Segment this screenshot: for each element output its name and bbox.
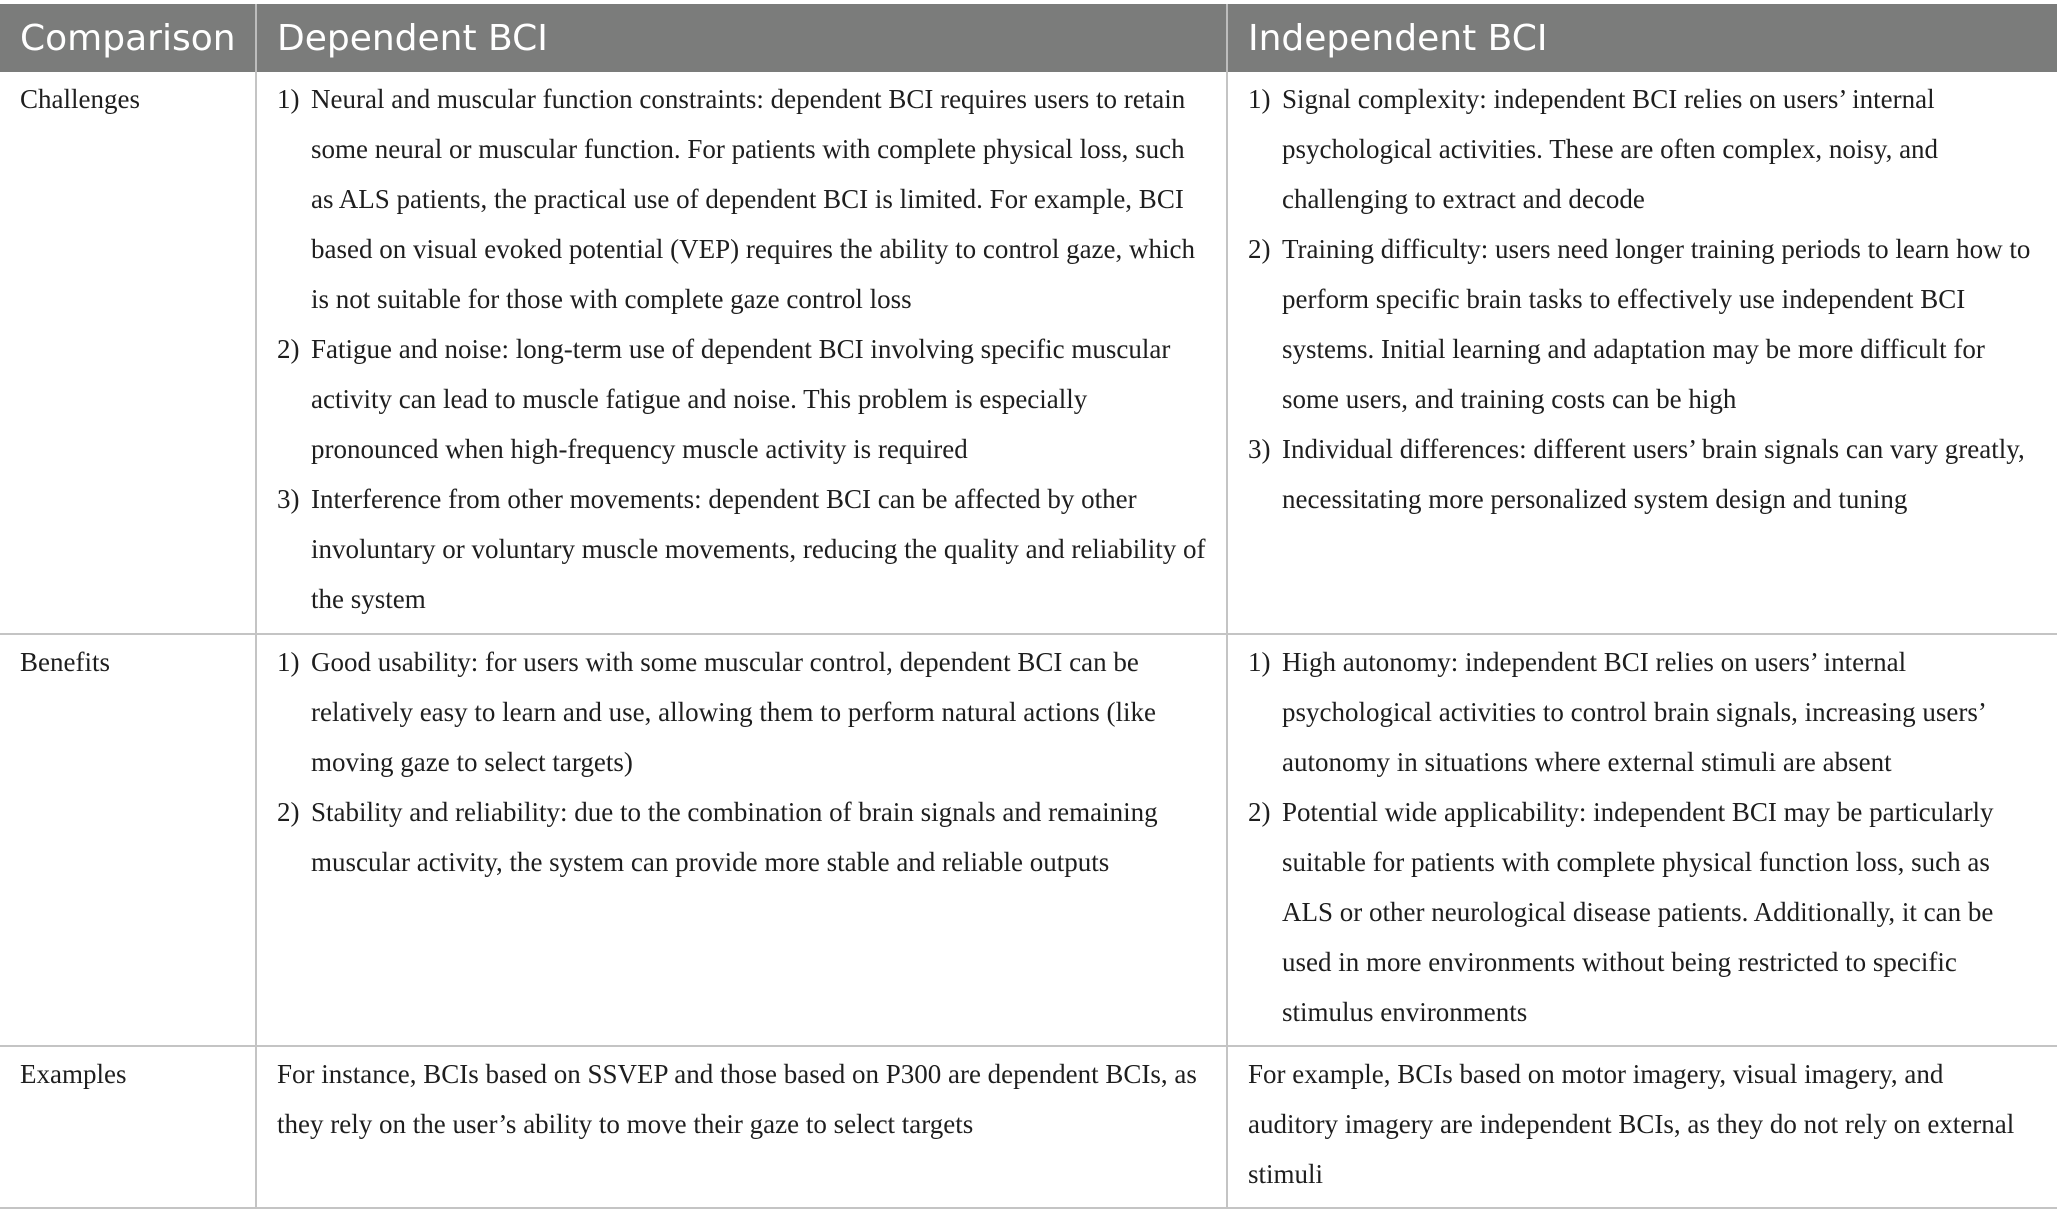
item-number: 2) — [1248, 797, 1271, 827]
item-text: Stability and reliability: due to the combination of brain signals and remaining muscular activity, the system can provide more stable and reliable outputs — [311, 797, 1158, 877]
dependent-benefits-list — [277, 637, 1206, 887]
independent-benefits-cell — [1227, 634, 2057, 1046]
list-item — [1248, 787, 2037, 1037]
item-number: 2) — [277, 797, 300, 827]
independent-challenges-list — [1248, 74, 2037, 524]
item-number: 2) — [1248, 234, 1271, 264]
list-item — [277, 474, 1206, 624]
item-text: Potential wide applicability: independent BCI may be particularly suitable for patients with complete physical function loss, such as ALS or other neurological disease patients. Additionally, it can be used in more environments without being restricted to specific stimulus environments — [1282, 797, 1994, 1027]
header-dependent-bci: Dependent BCI — [256, 4, 1227, 72]
row-label-benefits: Benefits — [0, 634, 256, 1046]
item-text: Neural and muscular function constraints: dependent BCI requires users to retain some neural or muscular function. For patients with complete physical loss, such as ALS patients, the practical use of dependent BCI is limited. For example, BCI based on visual evoked potential (VEP) requires the ability to control gaze, which is not suitable for those with complete gaze control loss — [311, 84, 1195, 314]
item-number: 2) — [277, 334, 300, 364]
independent-examples-cell: For example, BCIs based on motor imagery, visual imagery, and auditory imagery are independent BCIs, as they do not rely on external stimuli — [1227, 1046, 2057, 1208]
dependent-benefits-cell — [256, 634, 1227, 1046]
list-item — [1248, 424, 2037, 524]
list-item — [277, 637, 1206, 787]
list-item — [277, 787, 1206, 887]
item-number: 1) — [1248, 647, 1271, 677]
list-item — [277, 74, 1206, 324]
dependent-challenges-cell — [256, 72, 1227, 634]
item-number: 3) — [277, 484, 300, 514]
table-row-benefits — [0, 634, 2057, 1046]
header-row — [0, 4, 2057, 72]
row-label-examples: Examples — [0, 1046, 256, 1208]
item-number: 1) — [277, 84, 300, 114]
list-item — [1248, 637, 2037, 787]
comparison-table — [0, 4, 2057, 1209]
table-row-challenges — [0, 72, 2057, 634]
item-text: Training difficulty: users need longer training periods to learn how to perform specific brain tasks to effectively use independent BCI systems. Initial learning and adaptation may be more difficult for some users, and training costs can be high — [1282, 234, 2031, 414]
item-text: High autonomy: independent BCI relies on users’ internal psychological activities to control brain signals, increasing users’ autonomy in situations where external stimuli are absent — [1282, 647, 1985, 777]
independent-benefits-list — [1248, 637, 2037, 1037]
independent-challenges-cell — [1227, 72, 2057, 634]
item-number: 1) — [277, 647, 300, 677]
item-text: Fatigue and noise: long-term use of dependent BCI involving specific muscular activity can lead to muscle fatigue and noise. This problem is especially pronounced when high-frequency muscle activity is required — [311, 334, 1171, 464]
table-body — [0, 72, 2057, 1208]
item-number: 3) — [1248, 434, 1271, 464]
header-independent-bci: Independent BCI — [1227, 4, 2057, 72]
item-text: Signal complexity: independent BCI relies on users’ internal psychological activities. These are often complex, noisy, and challenging to extract and decode — [1282, 84, 1939, 214]
table-header — [0, 4, 2057, 72]
list-item — [1248, 74, 2037, 224]
row-label-challenges: Challenges — [0, 72, 256, 634]
list-item — [277, 324, 1206, 474]
item-text: Good usability: for users with some muscular control, dependent BCI can be relatively easy to learn and use, allowing them to perform natural actions (like moving gaze to select targets) — [311, 647, 1156, 777]
item-text: Interference from other movements: dependent BCI can be affected by other involuntary or voluntary muscle movements, reducing the quality and reliability of the system — [311, 484, 1206, 614]
table-row-examples — [0, 1046, 2057, 1208]
item-number: 1) — [1248, 84, 1271, 114]
header-comparison: Comparison — [0, 4, 256, 72]
list-item — [1248, 224, 2037, 424]
item-text: Individual differences: different users’ brain signals can vary greatly, necessitating more personalized system design and tuning — [1282, 434, 2025, 514]
dependent-challenges-list — [277, 74, 1206, 624]
dependent-examples-cell: For instance, BCIs based on SSVEP and those based on P300 are dependent BCIs, as they rely on the user’s ability to move their gaze to select targets — [256, 1046, 1227, 1208]
